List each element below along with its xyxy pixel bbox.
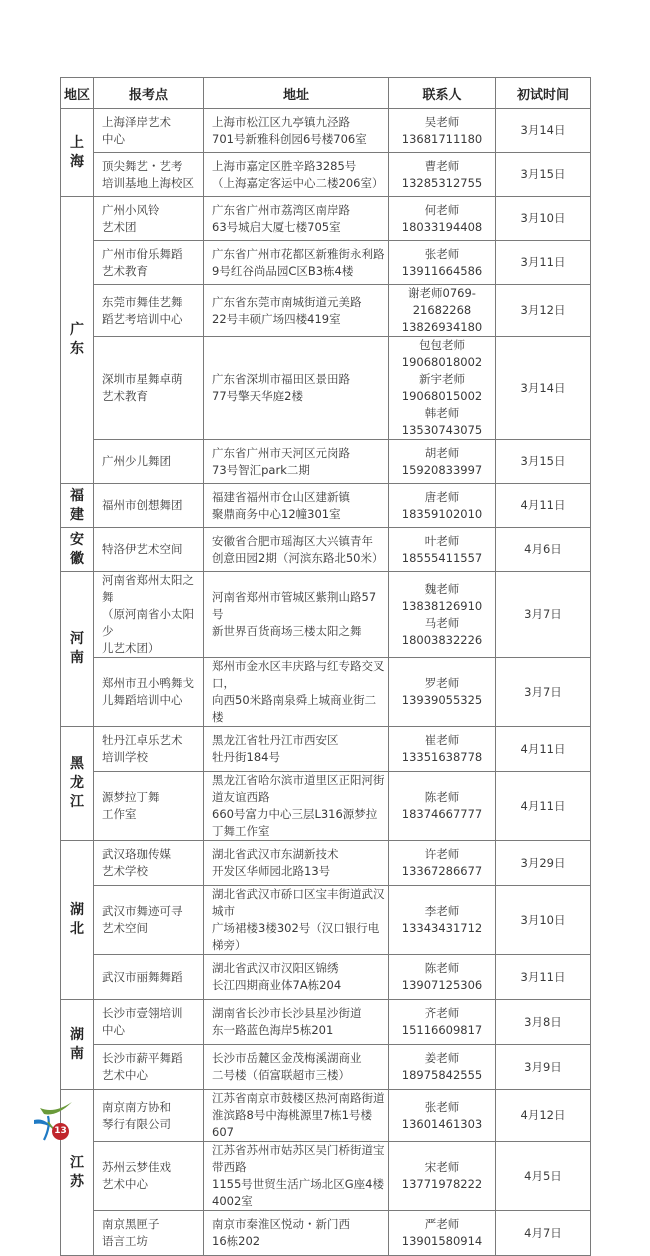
contact-cell: 陈老师 18374667777 <box>389 772 496 841</box>
exam-date-cell: 4月7日 <box>496 1211 591 1256</box>
exam-point-cell: 长沙市薪平舞蹈 艺术中心 <box>94 1045 204 1090</box>
contact-cell: 严老师 13901580914 <box>389 1211 496 1256</box>
exam-date-cell: 3月8日 <box>496 1000 591 1045</box>
table-row <box>61 197 591 241</box>
exam-point-cell: 上海泽岸艺术 中心 <box>94 109 204 153</box>
contact-cell: 张老师 13911664586 <box>389 241 496 285</box>
exam-date-cell: 4月11日 <box>496 727 591 772</box>
contact-cell: 何老师 18033194408 <box>389 197 496 241</box>
table-row <box>61 727 591 772</box>
contact-cell: 吴老师 13681711180 <box>389 109 496 153</box>
table-row <box>61 1000 591 1045</box>
region-cell: 河 南 <box>61 572 94 727</box>
exam-point-cell: 广州小风铃 艺术团 <box>94 197 204 241</box>
address-cell: 长沙市岳麓区金茂梅溪湖商业 二号楼（佰富联超市三楼） <box>204 1045 389 1090</box>
exam-date-cell: 3月15日 <box>496 153 591 197</box>
region-cell: 湖 南 <box>61 1000 94 1090</box>
table-row <box>61 440 591 484</box>
exam-point-cell: 南京黑匣子 语言工坊 <box>94 1211 204 1256</box>
table-row <box>61 337 591 440</box>
exam-date-cell: 3月7日 <box>496 572 591 658</box>
exam-point-cell: 深圳市星舞卓萌 艺术教育 <box>94 337 204 440</box>
table-row <box>61 241 591 285</box>
address-cell: 广东省广州市荔湾区南岸路 63号城启大厦七楼705室 <box>204 197 389 241</box>
exam-date-cell: 3月12日 <box>496 285 591 337</box>
table-body <box>61 109 591 1256</box>
address-cell: 郑州市金水区丰庆路与红专路交叉口， 向西50米路南泉舜上城商业街二楼 <box>204 658 389 727</box>
exam-point-cell: 东莞市舞佳艺舞 蹈艺考培训中心 <box>94 285 204 337</box>
region-cell: 黑 龙 江 <box>61 727 94 841</box>
address-cell: 黑龙江省牡丹江市西安区 牡丹街184号 <box>204 727 389 772</box>
exam-date-cell: 3月7日 <box>496 658 591 727</box>
address-cell: 南京市秦淮区悦动・新门西 16栋202 <box>204 1211 389 1256</box>
exam-point-cell: 顶尖舞艺・艺考 培训基地上海校区 <box>94 153 204 197</box>
table-header-row <box>61 78 591 109</box>
exam-point-cell: 源梦拉丁舞 工作室 <box>94 772 204 841</box>
exam-point-cell: 武汉珞珈传媒 艺术学校 <box>94 841 204 886</box>
exam-point-cell: 武汉市丽舞舞蹈 <box>94 955 204 1000</box>
address-cell: 安徽省合肥市瑶海区大兴镇青年 创意田园2期（河滨东路北50米） <box>204 528 389 572</box>
address-cell: 湖北省武汉市硚口区宝丰街道武汉城市 广场裙楼3楼302号（汉口银行电梯旁） <box>204 886 389 955</box>
exam-date-cell: 3月10日 <box>496 886 591 955</box>
exam-date-cell: 3月10日 <box>496 197 591 241</box>
address-cell: 江苏省南京市鼓楼区热河南路街道 淮滨路8号中海桃源里7栋1号楼607 <box>204 1090 389 1142</box>
header-exam-point: 报考点 <box>94 78 204 109</box>
contact-cell: 李老师 13343431712 <box>389 886 496 955</box>
table-row <box>61 955 591 1000</box>
contact-cell: 魏老师13838126910 马老师18003832226 <box>389 572 496 658</box>
header-address: 地址 <box>204 78 389 109</box>
address-cell: 广东省东莞市南城街道元美路 22号丰硕广场四楼419室 <box>204 285 389 337</box>
table-row <box>61 1142 591 1211</box>
table-row <box>61 109 591 153</box>
page-number-badge: 13 <box>52 1123 69 1140</box>
exam-date-cell: 3月15日 <box>496 440 591 484</box>
contact-cell: 胡老师 15920833997 <box>389 440 496 484</box>
region-cell: 福 建 <box>61 484 94 528</box>
exam-point-cell: 广州市佾乐舞蹈 艺术教育 <box>94 241 204 285</box>
exam-date-cell: 3月11日 <box>496 955 591 1000</box>
exam-date-cell: 4月5日 <box>496 1142 591 1211</box>
exam-point-cell: 武汉市舞迹可寻 艺术空间 <box>94 886 204 955</box>
exam-date-cell: 4月11日 <box>496 772 591 841</box>
address-cell: 上海市嘉定区胜辛路3285号 （上海嘉定客运中心二楼206室） <box>204 153 389 197</box>
address-cell: 湖北省武汉市汉阳区锦绣 长江四期商业体7A栋204 <box>204 955 389 1000</box>
exam-date-cell: 4月12日 <box>496 1090 591 1142</box>
contact-cell: 齐老师 15116609817 <box>389 1000 496 1045</box>
header-date: 初试时间 <box>496 78 591 109</box>
table-row <box>61 1090 591 1142</box>
header-region: 地区 <box>61 78 94 109</box>
dancer-logo-icon <box>30 1098 74 1146</box>
contact-cell: 谢老师0769-21682268 13826934180 <box>389 285 496 337</box>
exam-point-cell: 广州少儿舞团 <box>94 440 204 484</box>
address-cell: 广东省广州市花都区新雅街永利路 9号红谷尚品园C区B3栋4楼 <box>204 241 389 285</box>
contact-cell: 崔老师 13351638778 <box>389 727 496 772</box>
address-cell: 广东省广州市天河区元岗路 73号智汇park二期 <box>204 440 389 484</box>
address-cell: 河南省郑州市管城区紫荆山路57号 新世界百货商场三楼太阳之舞 <box>204 572 389 658</box>
region-cell: 安 徽 <box>61 528 94 572</box>
contact-cell: 姜老师 18975842555 <box>389 1045 496 1090</box>
table-row <box>61 1045 591 1090</box>
exam-point-cell: 长沙市壹翎培训 中心 <box>94 1000 204 1045</box>
header-contact: 联系人 <box>389 78 496 109</box>
contact-cell: 罗老师 13939055325 <box>389 658 496 727</box>
contact-cell: 包包老师19068018002 新宇老师19068015002 韩老师13530743075 <box>389 337 496 440</box>
table-row <box>61 528 591 572</box>
region-cell: 江 苏 <box>61 1090 94 1256</box>
table-row <box>61 153 591 197</box>
table-row <box>61 841 591 886</box>
address-cell: 江苏省苏州市姑苏区吴门桥街道宝带西路 1155号世贸生活广场北区G座4楼4002室 <box>204 1142 389 1211</box>
exam-date-cell: 3月14日 <box>496 337 591 440</box>
table-row <box>61 772 591 841</box>
address-cell: 黑龙江省哈尔滨市道里区正阳河街道友谊西路 660号富力中心三层L316源梦拉丁舞工作室 <box>204 772 389 841</box>
exam-date-cell: 3月14日 <box>496 109 591 153</box>
exam-point-cell: 郑州市丑小鸭舞戈 儿舞蹈培训中心 <box>94 658 204 727</box>
exam-point-cell: 牡丹江卓乐艺术 培训学校 <box>94 727 204 772</box>
exam-date-cell: 4月6日 <box>496 528 591 572</box>
exam-point-cell: 河南省郑州太阳之舞 （原河南省小太阳少 儿艺术团） <box>94 572 204 658</box>
contact-cell: 宋老师 13771978222 <box>389 1142 496 1211</box>
exam-point-cell: 南京南方协和 琴行有限公司 <box>94 1090 204 1142</box>
table-row <box>61 572 591 658</box>
exam-point-cell: 特洛伊艺术空间 <box>94 528 204 572</box>
address-cell: 上海市松江区九亭镇九泾路 701号新雅科创园6号楼706室 <box>204 109 389 153</box>
exam-point-cell: 福州市创想舞团 <box>94 484 204 528</box>
region-cell: 湖 北 <box>61 841 94 1000</box>
exam-point-cell: 苏州云梦佳戏 艺术中心 <box>94 1142 204 1211</box>
table-row <box>61 886 591 955</box>
exam-date-cell: 3月29日 <box>496 841 591 886</box>
table-row <box>61 1211 591 1256</box>
table-row <box>61 484 591 528</box>
address-cell: 湖南省长沙市长沙县星沙街道 东一路蓝色海岸5栋201 <box>204 1000 389 1045</box>
address-cell: 湖北省武汉市东湖新技术 开发区华师园北路13号 <box>204 841 389 886</box>
contact-cell: 叶老师 18555411557 <box>389 528 496 572</box>
table-row <box>61 658 591 727</box>
contact-cell: 张老师 13601461303 <box>389 1090 496 1142</box>
region-cell: 广 东 <box>61 197 94 484</box>
exam-date-cell: 3月11日 <box>496 241 591 285</box>
contact-cell: 曹老师 13285312755 <box>389 153 496 197</box>
contact-cell: 许老师 13367286677 <box>389 841 496 886</box>
exam-date-cell: 3月9日 <box>496 1045 591 1090</box>
address-cell: 广东省深圳市福田区景田路 77号擎天华庭2楼 <box>204 337 389 440</box>
region-cell: 上 海 <box>61 109 94 197</box>
table-row <box>61 285 591 337</box>
exam-date-cell: 4月11日 <box>496 484 591 528</box>
contact-cell: 陈老师 13907125306 <box>389 955 496 1000</box>
exam-schedule-table <box>60 77 591 1256</box>
contact-cell: 唐老师 18359102010 <box>389 484 496 528</box>
address-cell: 福建省福州市仓山区建新镇 聚鼎商务中心12幢301室 <box>204 484 389 528</box>
